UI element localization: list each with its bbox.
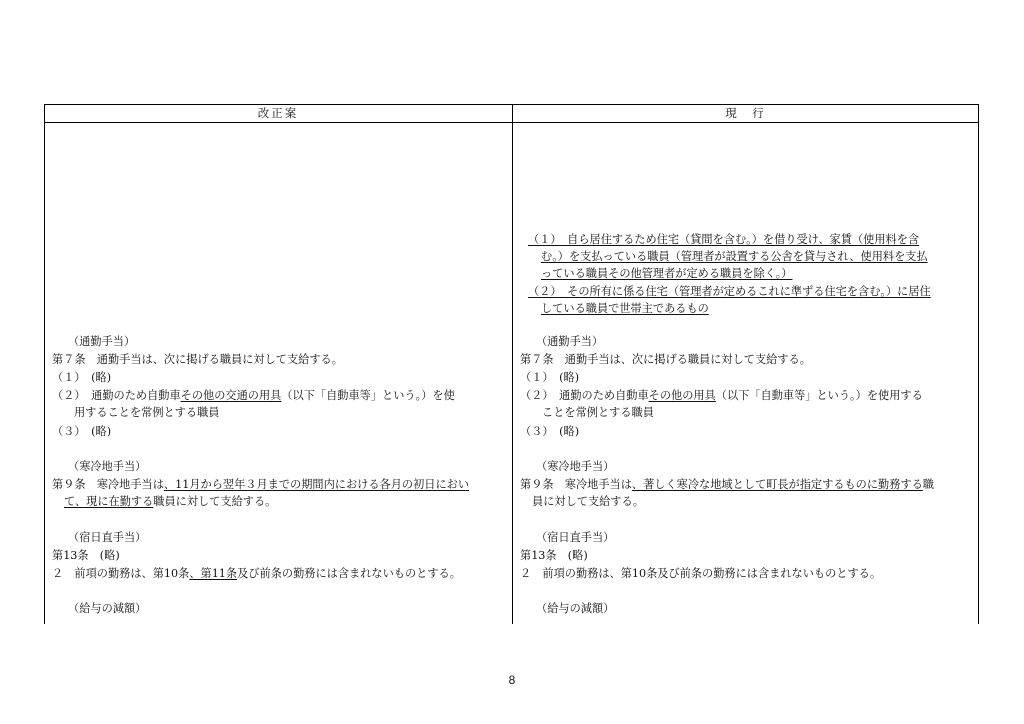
page-number: 8 — [508, 673, 516, 687]
right-article-9-text-rest: 職 — [922, 478, 934, 491]
left-article-9 — [52, 477, 469, 493]
header-rule — [44, 122, 979, 123]
column-divider — [512, 104, 513, 624]
left-article-9-text: 第９条 寒冷地手当は — [52, 478, 164, 491]
right-item-3: （３） (略) — [520, 425, 580, 438]
left-cold-heading: （寒冷地手当） — [68, 460, 147, 473]
right-item-2-cont: ことを常例とする職員 — [542, 406, 654, 419]
left-commute-heading: （通勤手当） — [68, 335, 136, 348]
right-deleted-item-2: （２） その所有に係る住宅（管理者が定めるこれに準ずる住宅を含む。）に居住 — [528, 285, 931, 298]
right-deleted-item-2-cont: している職員で世帯主であるもの — [541, 302, 709, 315]
left-article-13-text: ２ 前項の勤務は、第10条 — [52, 567, 190, 580]
right-article-9-text: 第９条 寒冷地手当は — [520, 478, 632, 491]
right-article-7: 第７条 通勤手当は、次に掲げる職員に対して支給する。 — [520, 353, 811, 366]
left-article-9-cont — [64, 494, 276, 510]
left-article-7: 第７条 通勤手当は、次に掲げる職員に対して支給する。 — [52, 353, 343, 366]
right-item-2-text: （２） 通勤のため自動車 — [520, 389, 649, 402]
right-duty-heading: （宿日直手当） — [536, 531, 615, 544]
right-item-2 — [520, 388, 923, 404]
left-item-2-amended: その他の交通の用具 — [180, 389, 282, 402]
left-article-9-text-rest: 職員に対して支給する。 — [153, 495, 277, 508]
right-reduction-heading: （給与の減額） — [536, 602, 615, 615]
left-item-2-text-rest: （以下「自動車等」という。）を使 — [281, 389, 455, 402]
right-deleted-item-1-cont-2: っている職員その他管理者が定める職員を除く。） — [541, 267, 793, 280]
right-article-9 — [520, 477, 934, 493]
right-item-2-text-rest: （以下「自動車等」という。）を使用する — [715, 389, 923, 402]
right-deleted-item-1-cont: む。）を支払っている職員（管理者が設置する公舎を貸与され、使用料を支払 — [541, 250, 928, 263]
left-article-9-amended-2: て、現に在勤する — [64, 495, 154, 508]
left-article-13-amended: 、第11条 — [189, 567, 238, 580]
left-item-1: （１） (略) — [52, 371, 112, 384]
left-article-9-amended: 、11月から翌年３月までの期間内における各月の初日におい — [163, 478, 470, 491]
right-commute-heading: （通勤手当） — [536, 335, 604, 348]
right-article-13-para-2: ２ 前項の勤務は、第10条及び前条の勤務には含まれないものとする。 — [520, 567, 882, 580]
left-article-13-para-2 — [52, 566, 461, 582]
right-cold-heading: （寒冷地手当） — [536, 460, 615, 473]
right-deleted-item-1: （１） 自ら居住するため住宅（貸間を含む。）を借り受け、家賃（使用料を含 — [528, 233, 920, 246]
left-item-2 — [52, 388, 455, 404]
left-article-13: 第13条 (略) — [52, 549, 120, 562]
left-item-2-text: （２） 通勤のため自動車 — [52, 389, 181, 402]
left-item-3: （３） (略) — [52, 425, 112, 438]
left-article-13-text-rest: 及び前条の勤務には含まれないものとする。 — [237, 567, 461, 580]
left-duty-heading: （宿日直手当） — [68, 531, 147, 544]
right-item-1: （１） (略) — [520, 371, 580, 384]
header-revised: 改正案 — [257, 106, 299, 120]
right-article-13: 第13条 (略) — [520, 549, 588, 562]
left-reduction-heading: （給与の減額） — [68, 602, 147, 615]
right-article-9-current: 、著しく寒冷な地域として町長が指定するものに勤務する — [631, 478, 923, 491]
left-item-2-cont: 用することを常例とする職員 — [74, 406, 220, 419]
header-current: 現 行 — [725, 106, 766, 120]
right-item-2-current: その他の用具 — [648, 389, 716, 402]
right-article-9-cont: 員に対して支給する。 — [532, 495, 644, 508]
